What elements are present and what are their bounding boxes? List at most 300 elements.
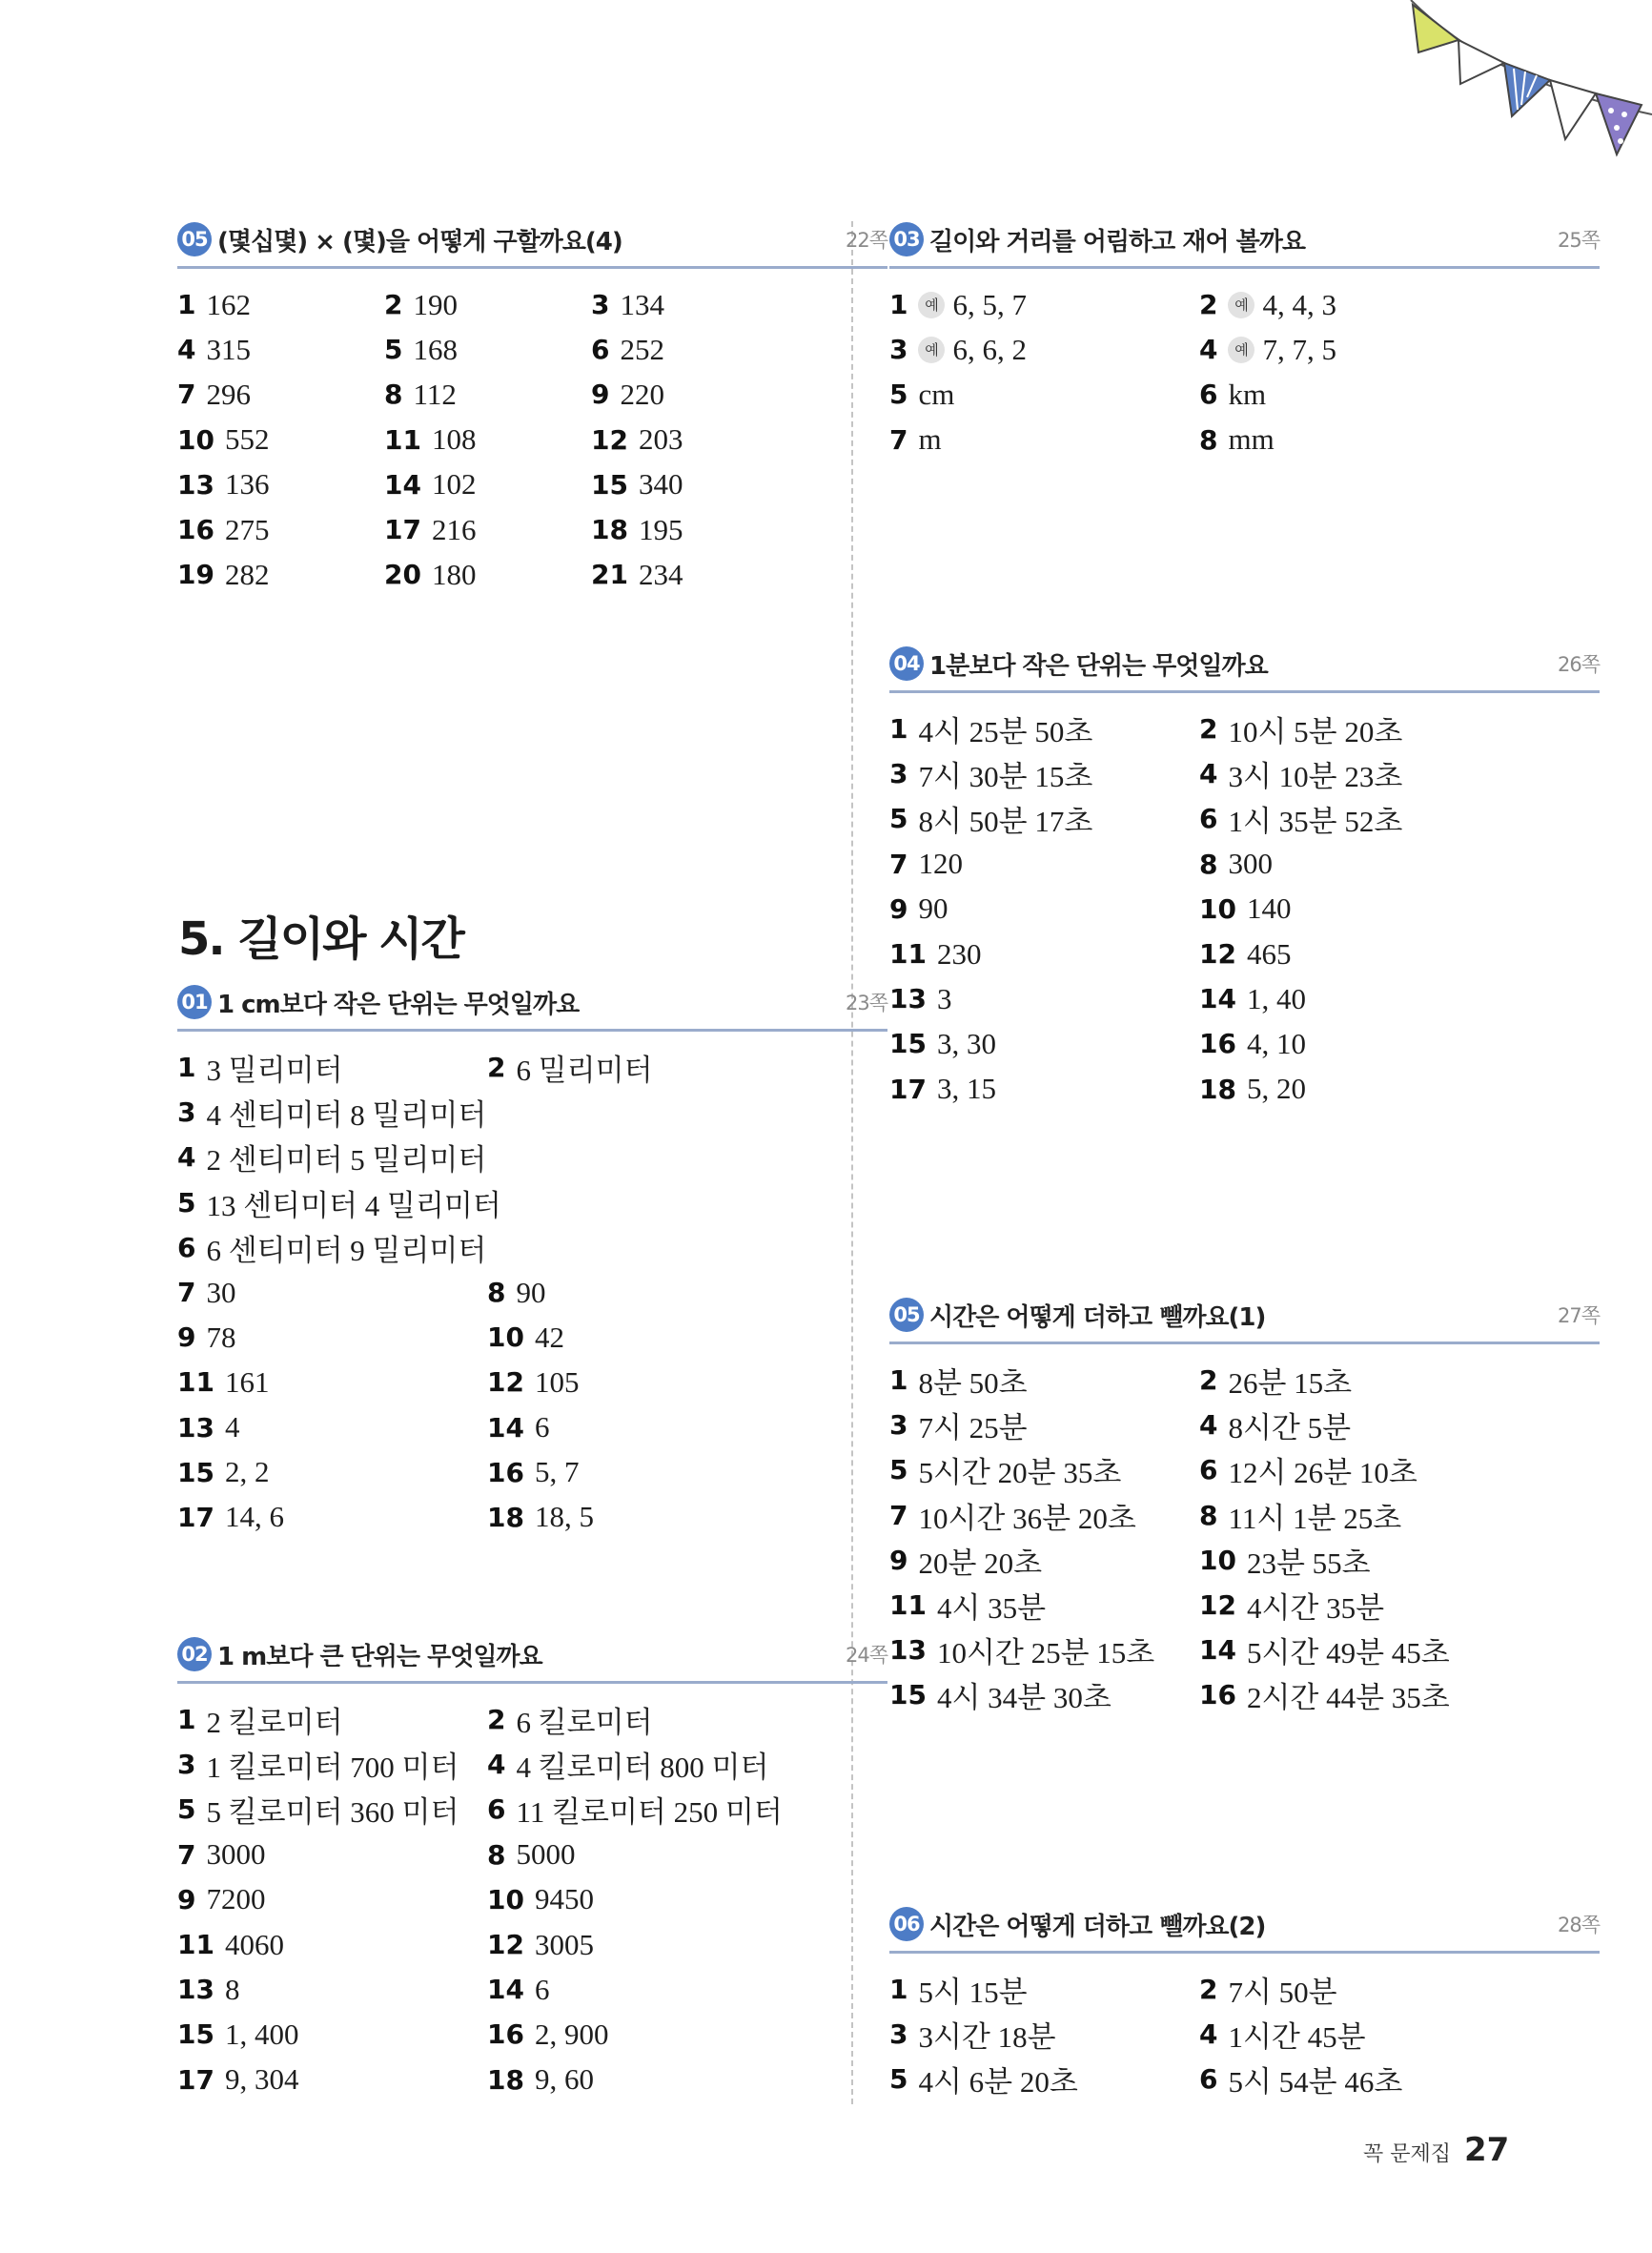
answer-number: 1	[177, 289, 196, 321]
answer-item	[1199, 707, 1509, 751]
page-footer	[1363, 2131, 1509, 2169]
answer-number: 14	[384, 468, 421, 501]
answer-value: 4	[224, 1410, 240, 1444]
answer-value: 5 킬로미터 360 미터	[206, 1795, 459, 1830]
section-title: 1 m보다 큰 단위는 무엇일까요	[217, 1642, 542, 1671]
answer-number: 7	[177, 1838, 196, 1871]
answer-item	[591, 507, 798, 552]
page-reference: 26쪽	[1557, 653, 1600, 676]
answer-value: 10시간 36분 20초	[918, 1501, 1136, 1535]
section-km-unit	[177, 1633, 887, 2102]
section-estimate-length	[889, 218, 1600, 462]
answer-value: 6, 6, 2	[952, 332, 1027, 366]
answer-number: 13	[889, 983, 927, 1015]
answer-value: 230	[936, 936, 982, 971]
answer-value: 162	[206, 287, 251, 321]
answer-value: 4시간 35분	[1246, 1591, 1385, 1626]
answer-item	[487, 2058, 797, 2102]
answer-item	[487, 1787, 797, 1832]
answer-value: 4시 34분 30초	[936, 1681, 1112, 1715]
answer-value: 3005	[534, 1927, 594, 1961]
answer-number: 15	[177, 1456, 214, 1488]
answer-number: 15	[889, 1028, 927, 1060]
answer-number: 7	[177, 1277, 196, 1309]
answer-item	[1199, 751, 1509, 796]
answer-number: 3	[889, 1409, 908, 1442]
section-number-badge: 05	[177, 222, 212, 256]
answer-item	[591, 462, 798, 507]
answer-item	[591, 282, 798, 327]
answer-item	[487, 1450, 797, 1495]
answer-value: 296	[206, 377, 251, 411]
answer-value: 3시간 18분	[918, 2020, 1056, 2055]
bunting-flag	[1413, 5, 1458, 52]
answer-number: 13	[177, 1974, 214, 2006]
answer-number: 3	[591, 289, 610, 321]
answer-value: 102	[431, 467, 477, 502]
answer-number: 3	[177, 1096, 196, 1129]
section-title: 시간은 어떻게 더하고 뺄까요(1)	[929, 1302, 1266, 1332]
bunting-flag	[1550, 80, 1596, 139]
answer-value: 2시간 44분 35초	[1246, 1681, 1450, 1715]
section-title: 길이와 거리를 어림하고 재어 볼까요	[929, 227, 1305, 256]
answer-item	[177, 282, 384, 327]
answer-value: 10시간 25분 15초	[936, 1636, 1155, 1670]
answer-number: 3	[889, 2018, 908, 2051]
answer-number: 11	[177, 1366, 214, 1399]
answer-value: 20분 20초	[918, 1546, 1043, 1580]
answer-value: 90	[918, 891, 948, 926]
answer-number: 7	[889, 848, 908, 880]
example-marker: 예	[918, 292, 945, 318]
answer-item	[487, 1922, 797, 1967]
answer-value: 120	[918, 847, 963, 881]
answer-item	[889, 1493, 1199, 1538]
answer-number: 17	[384, 514, 421, 546]
answer-item	[177, 1315, 487, 1360]
answer-value: 195	[638, 512, 683, 546]
answer-value: 6 킬로미터	[516, 1706, 653, 1740]
answer-number: 14	[487, 1974, 524, 2006]
answer-item	[889, 751, 1199, 796]
answer-item	[889, 976, 1199, 1021]
answer-value: 1, 40	[1246, 981, 1306, 1015]
answer-value: 252	[620, 332, 664, 366]
answer-item	[591, 372, 798, 417]
answer-number: 7	[889, 423, 908, 456]
answer-item	[1199, 1358, 1509, 1403]
answer-item	[1199, 1967, 1509, 2012]
answer-number: 16	[1199, 1679, 1236, 1711]
answer-value: 134	[620, 287, 664, 321]
answer-number: 16	[1199, 1028, 1236, 1060]
answer-value: 3, 30	[936, 1026, 996, 1060]
answer-value: 14, 6	[224, 1500, 284, 1534]
answer-number: 8	[1199, 848, 1218, 880]
answer-item	[384, 282, 591, 327]
answer-number: 17	[177, 1501, 214, 1533]
answer-item	[487, 2012, 797, 2057]
answer-number: 4	[1199, 1409, 1218, 1442]
answer-number: 12	[487, 1929, 524, 1961]
answer-number: 1	[177, 1704, 196, 1736]
section-header	[177, 1633, 887, 1684]
section-mm-unit	[177, 981, 887, 1540]
answer-number: 5	[889, 379, 908, 411]
answer-value: 9, 304	[224, 2062, 299, 2097]
section-time-add-sub-2	[889, 1903, 1600, 2102]
answer-number: 5	[177, 1793, 196, 1826]
answer-item	[384, 507, 591, 552]
answer-value: 3 밀리미터	[206, 1054, 343, 1088]
answer-value: 5000	[516, 1837, 576, 1872]
answer-value: mm	[1228, 422, 1275, 457]
answer-number: 6	[1199, 2063, 1218, 2096]
answer-item	[889, 842, 1199, 887]
answer-number: 8	[384, 379, 403, 411]
answer-item	[1199, 418, 1509, 462]
answer-number: 8	[487, 1838, 506, 1871]
answer-value: 180	[431, 557, 477, 591]
answer-value: 2 센티미터 5 밀리미터	[206, 1143, 487, 1178]
answer-item	[889, 1583, 1199, 1628]
answer-number: 14	[1199, 1634, 1236, 1667]
answer-item	[384, 372, 591, 417]
answer-number: 21	[591, 559, 628, 591]
answer-value: 7시 30분 15초	[918, 760, 1093, 794]
answer-value: 5, 7	[534, 1455, 580, 1489]
answer-item	[487, 1697, 797, 1742]
answer-item	[591, 327, 798, 372]
answer-item	[177, 1697, 487, 1742]
answer-item	[177, 1270, 487, 1315]
answer-item	[177, 1833, 487, 1877]
section-multiplication-4	[177, 218, 887, 597]
answer-grid	[889, 1358, 1600, 1718]
answer-number: 6	[487, 1793, 506, 1826]
answer-number: 6	[177, 1231, 196, 1263]
answer-number: 12	[591, 423, 628, 456]
answer-item	[1199, 1403, 1509, 1447]
answer-number: 11	[384, 423, 421, 456]
answer-value: 9450	[534, 1882, 594, 1916]
answer-item	[1199, 842, 1509, 887]
section-title: 1 cm보다 작은 단위는 무엇일까요	[217, 990, 580, 1019]
answer-value: 275	[224, 512, 270, 546]
section-header	[177, 218, 887, 269]
answer-item	[487, 1405, 797, 1450]
answer-item	[177, 2012, 487, 2057]
answer-item	[1199, 2057, 1509, 2101]
answer-item	[177, 507, 384, 552]
section-time-add-sub-1	[889, 1294, 1600, 1718]
answer-value: 4 킬로미터 800 미터	[516, 1751, 769, 1785]
answer-value: 1시 35분 52초	[1228, 805, 1403, 839]
page-reference: 24쪽	[845, 1644, 887, 1667]
answer-item	[889, 1021, 1199, 1066]
answer-value: 13 센티미터 4 밀리미터	[206, 1188, 501, 1222]
answer-number: 11	[889, 938, 927, 971]
answer-value: 42	[534, 1320, 564, 1354]
answer-item	[889, 1067, 1199, 1112]
answer-item	[177, 1180, 797, 1225]
answer-item	[177, 1045, 487, 1090]
answer-value: 11 킬로미터 250 미터	[516, 1795, 783, 1830]
answer-value: 3000	[206, 1837, 266, 1872]
answer-number: 8	[487, 1277, 506, 1309]
answer-value: 23분 55초	[1246, 1546, 1371, 1580]
answer-item	[1199, 1067, 1509, 1112]
answer-value: 465	[1246, 936, 1292, 971]
answer-item	[1199, 2012, 1509, 2057]
section-number-badge: 03	[889, 222, 924, 256]
answer-number: 14	[487, 1411, 524, 1444]
answer-value: 2 킬로미터	[206, 1706, 343, 1740]
answer-value: 2, 2	[224, 1455, 270, 1489]
page-reference: 27쪽	[1557, 1304, 1600, 1327]
answer-number: 1	[889, 1364, 908, 1397]
answer-item	[889, 282, 1199, 327]
answer-value: 11시 1분 25초	[1228, 1501, 1402, 1535]
answer-grid	[177, 282, 887, 597]
answer-item	[1199, 1493, 1509, 1538]
answer-item	[1199, 887, 1509, 932]
answer-number: 15	[177, 2018, 214, 2051]
answer-number: 11	[889, 1589, 927, 1622]
answer-value: 5, 20	[1246, 1072, 1306, 1106]
answer-number: 4	[177, 334, 196, 366]
answer-number: 1	[177, 1052, 196, 1084]
answer-value: 5시 15분	[918, 1976, 1028, 2010]
page-reference: 22쪽	[845, 229, 887, 252]
answer-value: 7200	[206, 1882, 266, 1916]
answer-item	[177, 1967, 487, 2012]
answer-item	[177, 1360, 487, 1404]
answer-item	[384, 418, 591, 462]
answer-number: 7	[177, 379, 196, 411]
answer-value: 2, 900	[534, 2017, 609, 2051]
answer-number: 8	[1199, 423, 1218, 456]
answer-number: 5	[889, 1454, 908, 1486]
answer-number: 16	[177, 514, 214, 546]
answer-item	[591, 418, 798, 462]
answer-value: 300	[1228, 847, 1273, 881]
answer-number: 2	[1199, 1974, 1218, 2006]
answer-grid	[889, 1967, 1600, 2102]
answer-item	[889, 418, 1199, 462]
answer-number: 6	[591, 334, 610, 366]
answer-value: 5시간 20분 35초	[918, 1456, 1122, 1490]
answer-value: 8시 50분 17초	[918, 805, 1093, 839]
answer-number: 4	[1199, 334, 1218, 366]
answer-value: 3, 15	[936, 1072, 996, 1106]
answer-item	[487, 1315, 797, 1360]
answer-item	[487, 1833, 797, 1877]
answer-number: 11	[177, 1929, 214, 1961]
section-number-badge: 01	[177, 985, 212, 1019]
answer-item	[1199, 932, 1509, 976]
answer-item	[889, 887, 1199, 932]
answer-value: 220	[620, 377, 664, 411]
answer-item	[487, 1495, 797, 1540]
answer-item	[177, 462, 384, 507]
answer-value: 6 센티미터 9 밀리미터	[206, 1233, 487, 1267]
answer-value: 4시 25분 50초	[918, 715, 1093, 749]
answer-item	[889, 1628, 1199, 1672]
bunting-flag	[1504, 63, 1550, 116]
answer-value: 26분 15초	[1228, 1366, 1353, 1401]
answer-value: 315	[206, 332, 251, 366]
answer-item	[487, 1967, 797, 2012]
answer-value: 552	[224, 422, 270, 457]
answer-number: 4	[487, 1749, 506, 1781]
answer-value: 8시간 5분	[1228, 1411, 1352, 1445]
page-reference: 23쪽	[845, 992, 887, 1014]
answer-number: 9	[889, 892, 908, 925]
section-number-badge: 05	[889, 1298, 924, 1332]
answer-value: 136	[224, 467, 270, 502]
answer-item	[487, 1045, 797, 1090]
answer-item	[177, 418, 384, 462]
section-number-badge: 04	[889, 646, 924, 681]
answer-grid	[889, 707, 1600, 1112]
section-number-badge: 02	[177, 1637, 212, 1671]
page-number: 27	[1464, 2131, 1510, 2169]
answer-item	[889, 796, 1199, 841]
answer-item	[889, 1403, 1199, 1447]
answer-number: 8	[1199, 1499, 1218, 1531]
answer-value: 4, 10	[1246, 1026, 1306, 1060]
answer-value: 168	[413, 332, 458, 366]
answer-number: 9	[591, 379, 610, 411]
answer-value: 10시 5분 20초	[1228, 715, 1403, 749]
answer-number: 3	[889, 758, 908, 790]
page-reference: 28쪽	[1557, 1914, 1600, 1936]
answer-number: 2	[487, 1052, 506, 1084]
section-header	[889, 1294, 1600, 1344]
answer-number: 10	[1199, 892, 1236, 925]
answer-item	[889, 1538, 1199, 1583]
answer-item	[1199, 327, 1509, 372]
answer-item	[889, 2057, 1199, 2101]
answer-item	[487, 1360, 797, 1404]
bunting-flag	[1458, 40, 1504, 84]
answer-number: 10	[1199, 1544, 1236, 1576]
section-title: 1분보다 작은 단위는 무엇일까요	[929, 651, 1268, 681]
answer-value: 78	[206, 1320, 236, 1354]
answer-item	[177, 1090, 797, 1135]
answer-value: 1 킬로미터 700 미터	[206, 1751, 459, 1785]
answer-number: 10	[177, 423, 214, 456]
answer-item	[177, 1877, 487, 1922]
section-header	[889, 643, 1600, 693]
answer-number: 19	[177, 559, 214, 591]
answer-number: 12	[487, 1366, 524, 1399]
section-seconds-unit	[889, 643, 1600, 1112]
answer-value: 340	[638, 467, 683, 502]
answer-value: m	[918, 422, 942, 457]
answer-number: 17	[177, 2063, 214, 2096]
answer-value: 8	[224, 1972, 240, 2006]
answer-number: 5	[177, 1186, 196, 1219]
answer-number: 5	[889, 803, 908, 835]
answer-value: 112	[413, 377, 457, 411]
answer-value: 6	[534, 1972, 550, 2006]
answer-item	[177, 1225, 797, 1270]
answer-value: 4 센티미터 8 밀리미터	[206, 1098, 487, 1133]
answer-number: 15	[591, 468, 628, 501]
answer-item	[177, 1135, 797, 1179]
answer-value: 6	[534, 1410, 550, 1444]
answer-value: 234	[638, 557, 683, 591]
answer-item	[177, 1787, 487, 1832]
example-marker: 예	[918, 337, 945, 363]
book-name: 꼭 문제집	[1363, 2142, 1452, 2166]
answer-value: 90	[516, 1275, 546, 1309]
answer-item	[384, 462, 591, 507]
answer-number: 6	[1199, 803, 1218, 835]
answer-value: 5시 54분 46초	[1228, 2065, 1403, 2099]
example-marker: 예	[1228, 337, 1254, 363]
answer-item	[1199, 1021, 1509, 1066]
answer-item	[384, 552, 591, 597]
answer-item	[1199, 282, 1509, 327]
answer-item	[177, 1495, 487, 1540]
answer-number: 6	[1199, 379, 1218, 411]
chapter-title: 5. 길이와 시간	[178, 912, 463, 966]
answer-item	[1199, 1583, 1509, 1628]
answer-grid	[889, 282, 1600, 462]
answer-value: 3	[936, 981, 952, 1015]
answer-value: 216	[431, 512, 477, 546]
answer-value: 4시 35분	[936, 1591, 1047, 1626]
answer-item	[889, 707, 1199, 751]
answer-number: 9	[889, 1544, 908, 1576]
answer-value: 7, 7, 5	[1262, 332, 1336, 366]
section-number-badge: 06	[889, 1907, 924, 1941]
answer-item	[177, 1405, 487, 1450]
answer-number: 9	[177, 1883, 196, 1915]
answer-number: 2	[1199, 713, 1218, 746]
answer-item	[384, 327, 591, 372]
answer-item	[1199, 976, 1509, 1021]
answer-item	[177, 327, 384, 372]
answer-grid	[177, 1697, 887, 2102]
answer-value: 1시간 45분	[1228, 2020, 1366, 2055]
answer-value: 161	[224, 1364, 270, 1399]
answer-item	[177, 1922, 487, 1967]
answer-number: 18	[487, 2063, 524, 2096]
answer-value: 140	[1246, 891, 1292, 926]
answer-number: 4	[1199, 758, 1218, 790]
section-header	[889, 218, 1600, 269]
answer-number: 1	[889, 1974, 908, 2006]
answer-item	[889, 2012, 1199, 2057]
answer-item	[487, 1270, 797, 1315]
bunting-flag	[1596, 93, 1642, 154]
answer-number: 13	[177, 1411, 214, 1444]
answer-value: 4060	[224, 1927, 284, 1961]
answer-number: 9	[177, 1321, 196, 1354]
answer-value: 6, 5, 7	[952, 287, 1027, 321]
answer-number: 2	[384, 289, 403, 321]
answer-grid	[177, 1045, 887, 1540]
answer-value: 7시 25분	[918, 1411, 1028, 1445]
answer-value: 9, 60	[534, 2062, 594, 2097]
answer-value: 5시간 49분 45초	[1246, 1636, 1450, 1670]
answer-number: 15	[889, 1679, 927, 1711]
answer-number: 6	[1199, 1454, 1218, 1486]
